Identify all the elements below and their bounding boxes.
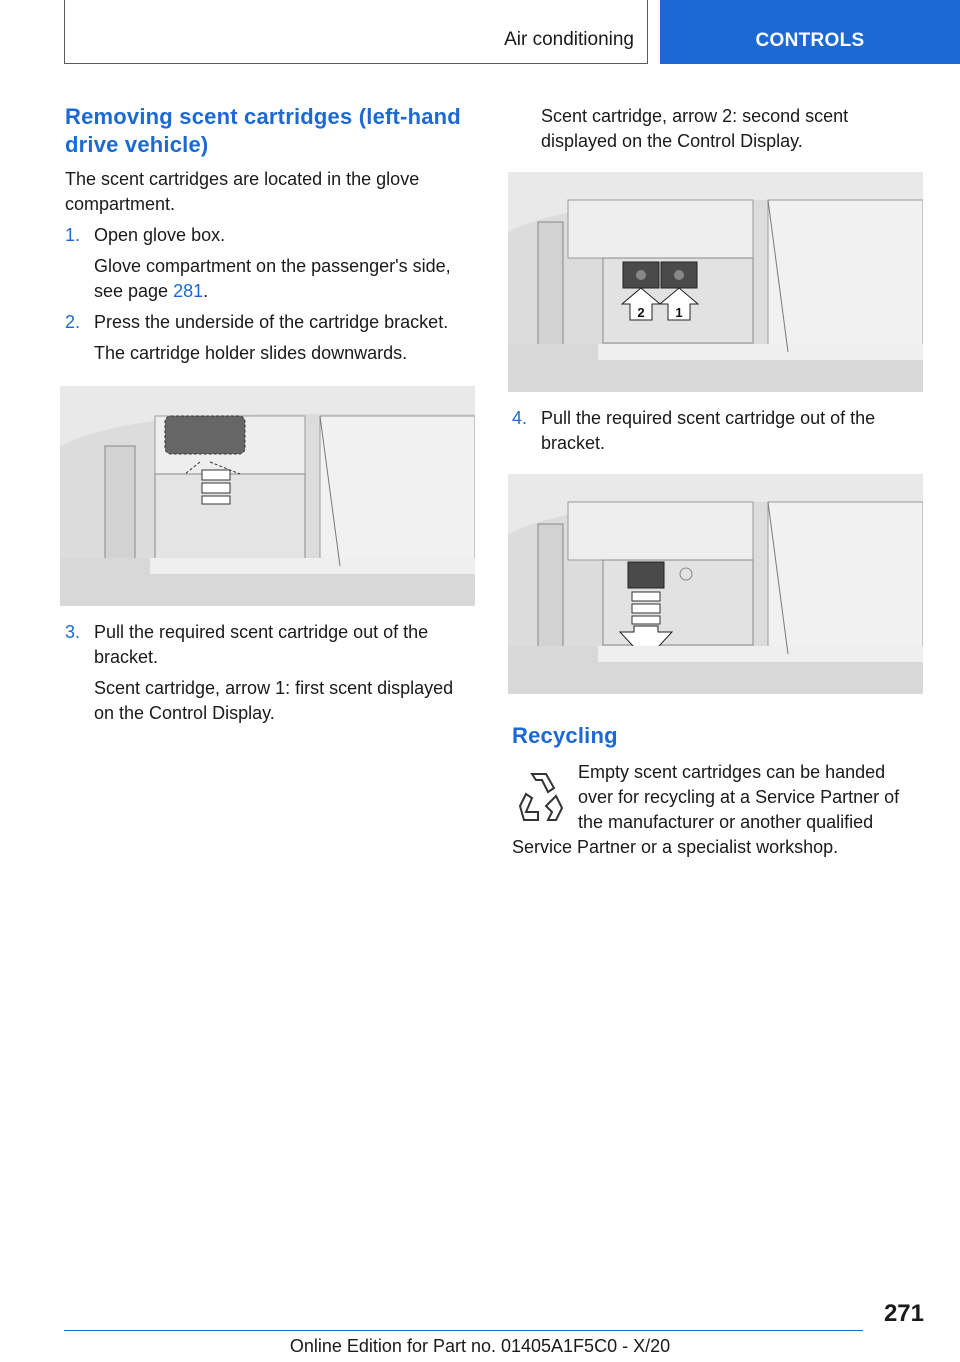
figure-scent-arrows	[508, 172, 923, 392]
step-1-detail-text: Glove compartment on the passenger's side, see page	[94, 256, 451, 301]
step-3	[65, 620, 477, 670]
step-3-detail: Scent cartridge, arrow 1: first scent displayed on the Control Display.	[94, 678, 454, 723]
right-column	[512, 104, 924, 866]
recycling-icon	[512, 766, 566, 826]
step-text: Press the underside of the cartridge bracket.	[94, 312, 449, 332]
step-number: 2.	[65, 312, 81, 332]
left-column	[65, 103, 477, 726]
section-heading-recycling: Recycling	[512, 723, 618, 748]
figure-pull-cartridge	[508, 474, 923, 694]
header-chapter-tab[interactable]	[660, 0, 960, 64]
step-1-detail	[94, 254, 477, 304]
figure-glovebox-press	[60, 386, 475, 606]
step-text: Pull the required scent cartridge out of the bracket.	[541, 408, 876, 453]
step-text: Pull the required scent cartridge out of the bracket.	[94, 622, 429, 667]
intro-paragraph: The scent cartridges are located in the glove compartment.	[65, 169, 420, 214]
page-number: 271	[883, 1300, 924, 1327]
footer-divider	[64, 1330, 863, 1331]
header-section-tab	[64, 0, 648, 64]
step-number: 1.	[65, 225, 81, 245]
step-1	[65, 223, 477, 248]
header-chapter-title: CONTROLS	[755, 30, 865, 51]
step-number: 4.	[512, 408, 528, 428]
arrow-label-1: 1	[675, 305, 683, 320]
step-4	[512, 406, 924, 456]
page-link[interactable]: 281	[173, 281, 204, 301]
footer-edition: Online Edition for Part no. 01405A1F5C0 - X/20	[289, 1336, 671, 1356]
step-1-detail-end: .	[203, 281, 209, 301]
pull-cartridge-illustration	[508, 474, 923, 694]
header-section-title: Air conditioning	[504, 29, 634, 50]
arrow-label-2: 2	[637, 305, 645, 320]
step-text: Open glove box.	[94, 225, 226, 245]
section-heading-removing: Removing scent cartridges (left-hand drive vehicle)	[65, 104, 461, 157]
recycling-block	[512, 760, 924, 860]
recycling-text: Empty scent cartridges can be handed over for recycling at a Service Partner of the manufacturer or another qualified Service Partner or a specialist workshop.	[512, 762, 900, 857]
step-2	[65, 310, 477, 335]
step-2-detail: The cartridge holder slides downwards.	[94, 343, 408, 363]
step-3-continued: Scent cartridge, arrow 2: second scent displayed on the Control Display.	[541, 106, 849, 151]
step-number: 3.	[65, 622, 81, 642]
scent-arrows-illustration	[508, 172, 923, 392]
glovebox-press-illustration	[60, 386, 475, 606]
